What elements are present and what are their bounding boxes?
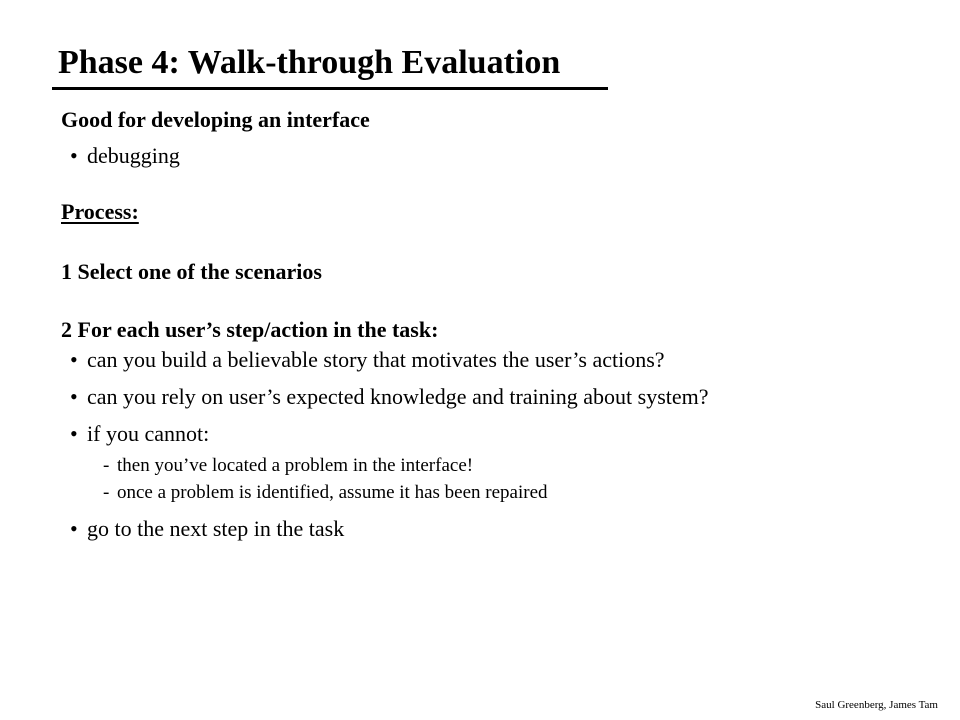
good-for-heading: Good for developing an interface [61, 107, 370, 132]
bullet-dot: • [70, 143, 78, 168]
bullet-dot: • [70, 384, 78, 409]
bullet-dot: • [70, 516, 78, 541]
slide-title: Phase 4: Walk-through Evaluation [58, 44, 561, 81]
bullet-dot: • [70, 421, 78, 446]
sub-bullet-located-problem [103, 455, 473, 477]
sub-bullet-text: once a problem is identified, assume it has been repaired [117, 482, 548, 503]
bullet-believable-story [70, 347, 665, 372]
bullet-debugging [70, 143, 180, 168]
title-underline [52, 87, 608, 90]
sub-bullet-dash: - [103, 455, 110, 476]
step-1-heading: 1 Select one of the scenarios [61, 259, 322, 284]
bullet-expected-knowledge [70, 384, 709, 409]
author-credit: Saul Greenberg, James Tam [815, 699, 938, 711]
bullet-next-step [70, 516, 344, 541]
bullet-text: go to the next step in the task [87, 516, 345, 541]
bullet-text: debugging [87, 143, 180, 168]
process-heading: Process: [61, 199, 139, 224]
bullet-text: if you cannot: [87, 421, 210, 446]
bullet-dot: • [70, 347, 78, 372]
bullet-text: can you rely on user’s expected knowledge and training about system? [87, 384, 709, 409]
sub-bullet-text: then you’ve located a problem in the interface! [117, 455, 474, 476]
bullet-if-you-cannot [70, 421, 209, 446]
bullet-text: can you build a believable story that motivates the user’s actions? [87, 347, 665, 372]
sub-bullet-dash: - [103, 482, 110, 503]
sub-bullet-assume-repaired [103, 482, 548, 504]
step-2-heading: 2 For each user’s step/action in the task: [61, 317, 439, 342]
